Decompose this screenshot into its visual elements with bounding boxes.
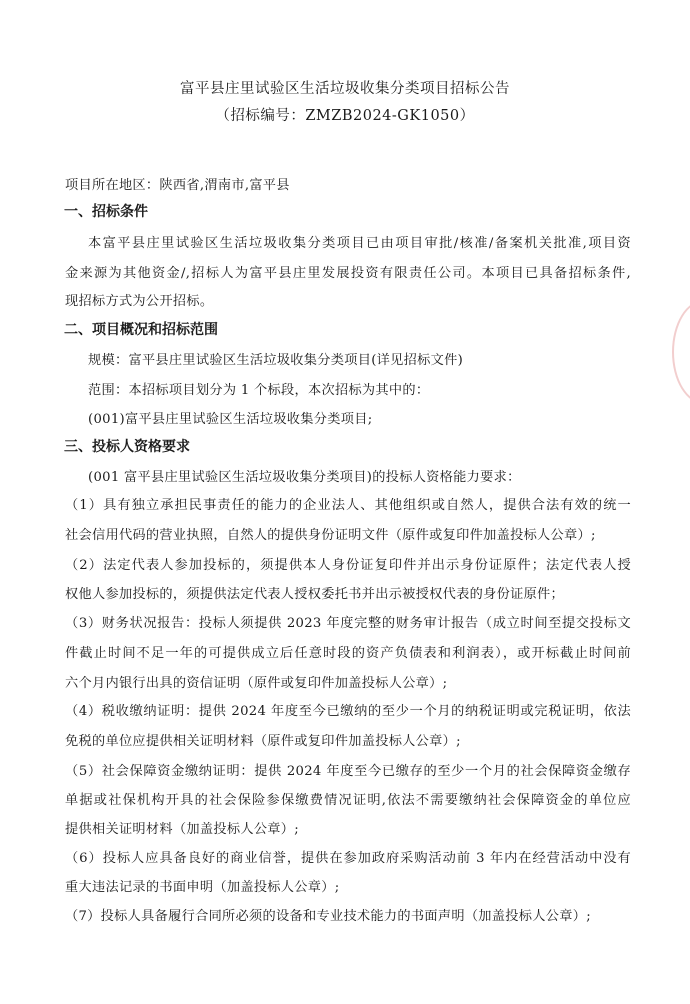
paragraph-line: (001)富平县庄里试验区生活垃圾收集分类项目; <box>88 412 373 427</box>
list-item-line: 免税的单位应提供相关证明材料（原件或复印件加盖投标人公章）; <box>65 734 461 749</box>
paragraph-line: 现招标方式为公开招标。 <box>65 294 214 309</box>
list-item-line: 六个月内银行出具的资信证明（原件或复印件加盖投标人公章）; <box>65 676 448 691</box>
list-item-line: 单据或社保机构开具的社会保险参保缴费情况证明,依法不需要缴纳社会保障资金的单位应 <box>65 793 631 808</box>
list-item-line: （2）法定代表人参加投标的，须提供本人身份证复印件并出示身份证原件；法定代表人授 <box>65 558 631 573</box>
list-item-line: 权他人参加投标的，须提供法定代表人授权委托书并出示被授权代表的身份证原件； <box>65 587 565 602</box>
paragraph-line: 本富平县庄里试验区生活垃圾收集分类项目已由项目审批/核准/备案机关批准,项目资 <box>88 236 631 251</box>
list-item-line: 社会信用代码的营业执照，自然人的提供身份证明文件（原件或复印件加盖投标人公章）; <box>65 528 596 543</box>
tender-number: （招标编号：ZMZB2024-GK1050） <box>215 108 475 124</box>
section-heading-1: 一、招标条件 <box>64 204 148 220</box>
paragraph-line: 金来源为其他资金/,招标人为富平县庄里发展投资有限责任公司。本项目已具备招标条件, <box>65 266 631 281</box>
paragraph-line: 规模：富平县庄里试验区生活垃圾收集分类项目(详见招标文件) <box>88 353 464 368</box>
list-item-line: 提供相关证明材料（加盖投标人公章）; <box>65 822 300 837</box>
paragraph-line: 范围：本招标项目划分为 1 个标段，本次招标为其中的： <box>88 383 430 398</box>
document-title: 富平县庄里试验区生活垃圾收集分类项目招标公告 <box>180 81 510 97</box>
project-location: 项目所在地区：陕西省,渭南市,富平县 <box>65 178 290 193</box>
list-item-line: （1）具有独立承担民事责任的能力的企业法人、其他组织或自然人，提供合法有效的统一 <box>65 498 631 513</box>
list-item-line: （6）投标人应具备良好的商业信誉，提供在参加政府采购活动前 3 年内在经营活动中没有 <box>65 851 631 866</box>
list-item-line: （4）税收缴纳证明：提供 2024 年度至今已缴纳的至少一个月的纳税证明或完税证明，依法 <box>65 704 631 719</box>
section-heading-3: 三、投标人资格要求 <box>64 439 190 455</box>
section-heading-2: 二、项目概况和招标范围 <box>64 322 218 338</box>
paragraph-line: (001 富平县庄里试验区生活垃圾收集分类项目)的投标人资格能力要求： <box>88 470 521 485</box>
list-item-line: 件截止时间不足一年的可提供成立后任意时段的资产负债表和利润表），或开标截止时间前 <box>65 646 631 661</box>
list-item-line: （3）财务状况报告：投标人须提供 2023 年度完整的财务审计报告（成立时间至提交投标文 <box>65 616 631 631</box>
list-item-line: （5）社会保障资金缴纳证明：提供 2024 年度至今已缴存的至少一个月的社会保障资金缴存 <box>65 764 631 779</box>
list-item-line: （7）投标人具备履行合同所必须的设备和专业技术能力的书面声明（加盖投标人公章）; <box>65 909 591 924</box>
partial-seal-stamp <box>672 300 690 404</box>
list-item-line: 重大违法记录的书面申明（加盖投标人公章）; <box>65 880 340 895</box>
